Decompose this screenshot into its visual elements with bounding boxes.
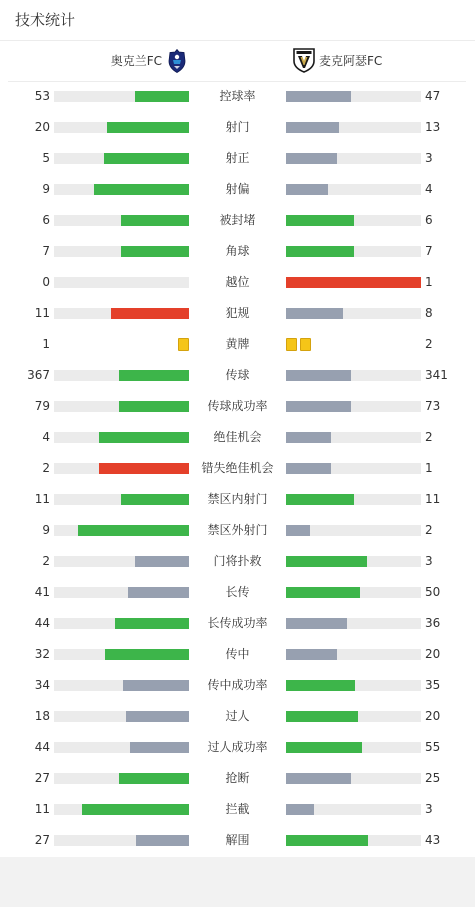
home-stat-bar-fill — [105, 649, 189, 660]
home-stat-value: 44 — [34, 740, 50, 754]
auckland-fc-crest-icon — [168, 49, 186, 73]
home-stat-bar-fill — [130, 742, 189, 753]
stat-row — [0, 81, 475, 112]
home-stat-value: 79 — [34, 399, 50, 413]
home-stat-bar — [54, 804, 189, 815]
away-stat-bar — [286, 649, 421, 660]
away-yellow-cards — [286, 338, 314, 351]
stat-row — [0, 484, 475, 515]
away-stat-bar-fill — [286, 432, 331, 443]
home-stat-value: 7 — [42, 244, 50, 258]
stat-row — [0, 515, 475, 546]
home-stat-bar-fill — [121, 215, 189, 226]
away-stat-value: 3 — [425, 151, 433, 165]
home-stat-bar-fill — [119, 401, 189, 412]
away-stat-bar — [286, 401, 421, 412]
away-stat-bar — [286, 153, 421, 164]
home-stat-value: 2 — [42, 461, 50, 475]
stat-row — [0, 670, 475, 701]
home-stat-value: 34 — [34, 678, 50, 692]
stat-row — [0, 701, 475, 732]
stat-row — [0, 329, 475, 360]
away-stat-bar-fill — [286, 494, 354, 505]
home-yellow-cards — [175, 338, 189, 351]
stat-row — [0, 546, 475, 577]
stat-label: 犯规 — [225, 306, 250, 320]
home-stat-value: 367 — [27, 368, 50, 382]
home-stat-bar — [54, 618, 189, 629]
yellow-card-icon — [178, 338, 189, 351]
home-stat-bar — [54, 401, 189, 412]
home-stat-bar-fill — [115, 618, 189, 629]
away-stat-value: 7 — [425, 244, 433, 258]
home-stat-bar-fill — [136, 835, 189, 846]
away-stat-bar — [286, 587, 421, 598]
stat-label: 传球 — [225, 368, 250, 382]
home-stat-value: 0 — [42, 275, 50, 289]
away-stat-bar-fill — [286, 401, 351, 412]
away-stat-bar — [286, 711, 421, 722]
home-stat-value: 11 — [34, 306, 50, 320]
away-stat-value: 8 — [425, 306, 433, 320]
away-stat-value: 6 — [425, 213, 433, 227]
away-stat-value: 25 — [425, 771, 441, 785]
stat-label: 错失绝佳机会 — [201, 461, 274, 475]
away-stat-bar-fill — [286, 587, 360, 598]
away-stat-value: 55 — [425, 740, 441, 754]
stat-label: 过人 — [225, 709, 250, 723]
home-stat-bar — [54, 277, 189, 288]
home-stat-bar-fill — [119, 370, 189, 381]
home-stat-bar — [54, 91, 189, 102]
away-stat-bar — [286, 463, 421, 474]
team-header — [8, 44, 466, 82]
home-stat-value: 11 — [34, 802, 50, 816]
home-stat-value: 11 — [34, 492, 50, 506]
away-stat-value: 35 — [425, 678, 441, 692]
home-stat-bar — [54, 494, 189, 505]
stat-row — [0, 267, 475, 298]
stat-row — [0, 453, 475, 484]
away-stat-bar — [286, 246, 421, 257]
away-stat-value: 3 — [425, 554, 433, 568]
macarthur-fc-crest-icon — [293, 48, 315, 73]
stat-label: 角球 — [225, 244, 250, 258]
stat-row — [0, 608, 475, 639]
home-stat-bar — [54, 308, 189, 319]
stat-label: 传球成功率 — [207, 399, 268, 413]
yellow-card-icon — [286, 338, 297, 351]
home-stat-bar — [54, 835, 189, 846]
home-stat-value: 9 — [42, 182, 50, 196]
home-stat-bar-fill — [99, 463, 189, 474]
away-stat-value: 3 — [425, 802, 433, 816]
stat-label: 传中成功率 — [207, 678, 268, 692]
away-stat-value: 2 — [425, 337, 433, 351]
home-stat-bar-fill — [104, 153, 189, 164]
stat-row — [0, 112, 475, 143]
stat-label: 射正 — [225, 151, 250, 165]
away-stat-bar-fill — [286, 370, 351, 381]
home-stat-value: 2 — [42, 554, 50, 568]
stat-row — [0, 732, 475, 763]
stat-row — [0, 360, 475, 391]
away-stat-bar-fill — [286, 649, 337, 660]
home-stat-bar-fill — [107, 122, 189, 133]
stat-label: 传中 — [225, 647, 250, 661]
stat-row — [0, 422, 475, 453]
away-stat-bar-fill — [286, 122, 339, 133]
home-stat-bar-fill — [121, 246, 189, 257]
home-stat-value: 9 — [42, 523, 50, 537]
stat-label: 越位 — [225, 275, 250, 289]
away-stat-bar — [286, 184, 421, 195]
away-stat-value: 11 — [425, 492, 441, 506]
away-stat-bar — [286, 525, 421, 536]
home-stat-bar — [54, 184, 189, 195]
home-stat-value: 32 — [34, 647, 50, 661]
home-stat-bar-fill — [94, 184, 189, 195]
home-stat-bar — [54, 432, 189, 443]
away-stat-bar-fill — [286, 184, 328, 195]
stat-label: 门将扑救 — [213, 554, 262, 568]
away-stat-value: 341 — [425, 368, 448, 382]
away-stat-value: 1 — [425, 461, 433, 475]
home-stat-bar-fill — [128, 587, 189, 598]
home-stat-value: 53 — [34, 89, 50, 103]
away-stat-value: 73 — [425, 399, 441, 413]
home-stat-value: 20 — [34, 120, 50, 134]
home-stat-value: 5 — [42, 151, 50, 165]
home-stat-bar-fill — [135, 556, 189, 567]
home-stat-value: 27 — [34, 771, 50, 785]
away-stat-value: 2 — [425, 430, 433, 444]
away-stat-bar — [286, 804, 421, 815]
stat-row — [0, 143, 475, 174]
home-stat-bar — [54, 122, 189, 133]
home-stat-bar-fill — [121, 494, 189, 505]
stat-label: 射门 — [225, 120, 250, 134]
away-stat-bar-fill — [286, 835, 368, 846]
home-stat-bar — [54, 556, 189, 567]
stat-row — [0, 298, 475, 329]
stat-label: 长传成功率 — [207, 616, 268, 630]
away-stat-bar-fill — [286, 246, 354, 257]
home-stat-bar — [54, 215, 189, 226]
home-stat-bar-fill — [126, 711, 189, 722]
away-stat-bar-fill — [286, 277, 421, 288]
away-stat-bar — [286, 91, 421, 102]
home-stat-bar — [54, 649, 189, 660]
yellow-card-icon — [300, 338, 311, 351]
away-stat-bar-fill — [286, 308, 343, 319]
home-stat-bar-fill — [99, 432, 189, 443]
away-stat-value: 43 — [425, 833, 441, 847]
away-stat-value: 36 — [425, 616, 441, 630]
stat-row — [0, 174, 475, 205]
home-stat-value: 4 — [42, 430, 50, 444]
away-stat-bar — [286, 618, 421, 629]
home-stat-value: 6 — [42, 213, 50, 227]
away-stat-value: 47 — [425, 89, 441, 103]
stat-label: 禁区外射门 — [207, 523, 268, 537]
away-stat-bar-fill — [286, 525, 310, 536]
stat-label: 抢断 — [225, 771, 250, 785]
stat-label: 射偏 — [225, 182, 250, 196]
stat-label: 禁区内射门 — [207, 492, 268, 506]
stat-label: 绝佳机会 — [213, 430, 262, 444]
home-stat-bar — [54, 711, 189, 722]
away-stat-bar-fill — [286, 618, 347, 629]
stat-row — [0, 391, 475, 422]
home-stat-bar-fill — [78, 525, 189, 536]
stat-label: 解围 — [225, 833, 250, 847]
stat-row — [0, 794, 475, 825]
away-stat-bar — [286, 308, 421, 319]
stat-label: 控球率 — [219, 89, 256, 103]
page-title: 技术统计 — [15, 11, 76, 29]
away-stat-value: 20 — [425, 709, 441, 723]
away-stat-bar — [286, 773, 421, 784]
away-stat-bar — [286, 742, 421, 753]
away-stat-value: 4 — [425, 182, 433, 196]
away-stat-bar-fill — [286, 742, 362, 753]
stat-row — [0, 236, 475, 267]
away-stat-bar — [286, 122, 421, 133]
away-stat-bar-fill — [286, 153, 337, 164]
away-stat-bar — [286, 680, 421, 691]
home-stat-bar-fill — [111, 308, 189, 319]
divider — [0, 40, 475, 41]
away-stat-value: 50 — [425, 585, 441, 599]
away-stat-bar-fill — [286, 711, 358, 722]
home-team-name: 奥克兰FC — [110, 54, 162, 68]
home-stat-bar — [54, 587, 189, 598]
home-stat-bar — [54, 742, 189, 753]
stat-label: 长传 — [225, 585, 250, 599]
away-stat-value: 2 — [425, 523, 433, 537]
home-stat-bar-fill — [119, 773, 189, 784]
stat-row — [0, 205, 475, 236]
away-stat-bar-fill — [286, 804, 314, 815]
home-stat-bar-fill — [82, 804, 189, 815]
home-stat-value: 1 — [42, 337, 50, 351]
away-stat-bar-fill — [286, 463, 331, 474]
home-stat-bar — [54, 463, 189, 474]
away-stat-bar — [286, 556, 421, 567]
away-stat-bar-fill — [286, 680, 355, 691]
away-stat-bar — [286, 370, 421, 381]
away-stat-bar-fill — [286, 215, 354, 226]
home-stat-bar — [54, 525, 189, 536]
home-stat-bar — [54, 370, 189, 381]
away-stat-bar — [286, 215, 421, 226]
away-team-name: 麦克阿瑟FC — [319, 54, 383, 68]
away-stat-bar-fill — [286, 773, 351, 784]
stat-label: 被封堵 — [219, 213, 256, 227]
stat-label: 拦截 — [225, 802, 250, 816]
stat-label: 黄牌 — [225, 337, 250, 351]
home-stat-value: 41 — [34, 585, 50, 599]
away-stat-bar-fill — [286, 556, 367, 567]
away-stat-bar — [286, 277, 421, 288]
stat-row — [0, 639, 475, 670]
home-stat-bar-fill — [123, 680, 189, 691]
away-stat-bar — [286, 494, 421, 505]
home-stat-value: 44 — [34, 616, 50, 630]
stat-label: 过人成功率 — [207, 740, 268, 754]
away-stat-value: 1 — [425, 275, 433, 289]
away-stat-bar-fill — [286, 91, 351, 102]
away-stat-value: 20 — [425, 647, 441, 661]
home-stat-bar — [54, 246, 189, 257]
stat-row — [0, 763, 475, 794]
home-stat-value: 18 — [34, 709, 50, 723]
home-stat-bar — [54, 153, 189, 164]
stat-row — [0, 577, 475, 608]
away-stat-bar — [286, 835, 421, 846]
home-stat-bar — [54, 680, 189, 691]
stat-row — [0, 825, 475, 856]
home-stat-bar — [54, 773, 189, 784]
home-stat-bar-fill — [135, 91, 189, 102]
away-stat-value: 13 — [425, 120, 441, 134]
away-stat-bar — [286, 432, 421, 443]
home-stat-value: 27 — [34, 833, 50, 847]
